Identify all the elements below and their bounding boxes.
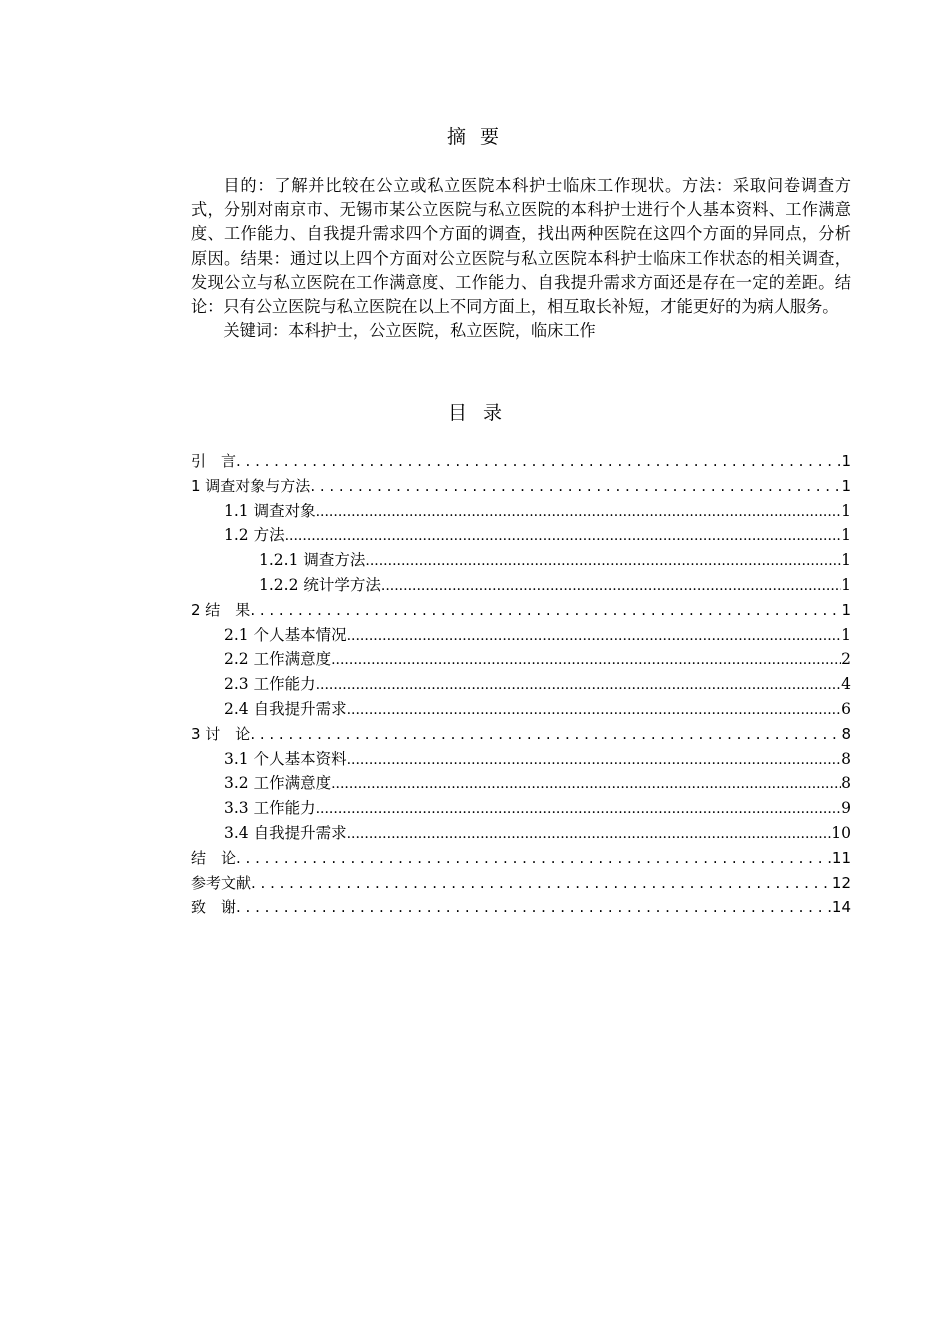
- toc-entry-page: 8: [841, 749, 851, 768]
- abstract-keywords: 关键词：本科护士，公立医院，私立医院，临床工作: [223, 321, 596, 341]
- toc-entry[interactable]: [191, 647, 851, 672]
- toc-entry[interactable]: [191, 871, 851, 896]
- abstract-section: [191, 174, 851, 343]
- toc-entry[interactable]: [191, 895, 851, 920]
- toc-entry-page: 6: [841, 699, 851, 718]
- toc-entry-page: 8: [841, 724, 851, 743]
- abstract-body: 目的：了解并比较在公立或私立医院本科护士临床工作现状。方法：采取问卷调查方式，分别对南京市、无锡市某公立医院与私立医院的本科护士进行个人基本资料、工作满意度、工作能力、自我提升需求四个方面的调查，找出两种医院在这四个方面的异同点，分析原因。结果：通过以上四个方面对公立医院与私立医院本科护士临床工作状态的相关调查，发现公立与私立医院在工作满意度、工作能力、自我提升需求方面还是存在一定的差距。结论：只有公立医院与私立医院在以上不同方面上，相互取长补短，才能更好的为病人服务。: [191, 176, 851, 317]
- toc-entry-text: 1 调查对象与方法: [191, 476, 311, 495]
- toc-leader: [381, 574, 841, 599]
- toc-entry-page: 4: [841, 675, 851, 694]
- toc-entry-text: 2 结 果: [191, 600, 251, 619]
- toc-entry-text: 3.3 工作能力: [224, 799, 316, 818]
- toc-leader: [310, 474, 841, 499]
- toc-entry-page: 1: [841, 551, 851, 570]
- toc-entry-page: 14: [831, 898, 851, 917]
- toc-entry[interactable]: [191, 846, 851, 871]
- toc-entry-page: 12: [831, 873, 851, 892]
- toc-entry-page: 10: [831, 823, 851, 842]
- toc-leader: [365, 549, 841, 574]
- toc-entry-page: 8: [841, 774, 851, 793]
- toc-entry-text: 引 言: [191, 452, 237, 470]
- toc-entry-text: 1.1 调查对象: [224, 501, 316, 520]
- toc-entry-page: 1: [841, 575, 851, 594]
- toc-entry[interactable]: [191, 672, 851, 697]
- toc-entry-text: 3.2 工作满意度: [224, 774, 332, 793]
- toc-entry-page: 11: [831, 848, 851, 867]
- toc-entry[interactable]: [191, 523, 851, 548]
- toc-entry-text: 2.1 个人基本情况: [224, 625, 347, 644]
- toc-entry[interactable]: [191, 747, 851, 772]
- toc-entry[interactable]: [191, 548, 851, 573]
- toc-entry[interactable]: [191, 697, 851, 722]
- toc-leader: [347, 822, 832, 847]
- abstract-title: 摘 要: [446, 126, 504, 148]
- toc-entry-text: 1.2 方法: [224, 526, 285, 545]
- toc-title: 目 录: [447, 402, 503, 424]
- toc-leader: [236, 895, 832, 920]
- toc-leader: [347, 698, 842, 723]
- toc-entry[interactable]: [191, 449, 851, 474]
- toc-entry[interactable]: [191, 722, 851, 747]
- toc-entry-text: 2.3 工作能力: [224, 675, 316, 694]
- toc-leader: [347, 748, 842, 773]
- toc-entry-text: 3.4 自我提升需求: [224, 823, 347, 842]
- toc-leader: [316, 500, 842, 525]
- toc-entry-text: 3.1 个人基本资料: [224, 749, 347, 768]
- toc-entry[interactable]: [191, 623, 851, 648]
- toc-leader: [251, 871, 832, 896]
- toc-entry-page: 2: [841, 650, 851, 669]
- toc-entry-text: 2.4 自我提升需求: [224, 699, 347, 718]
- toc-entry-page: 1: [841, 600, 851, 619]
- toc-leader: [236, 449, 841, 474]
- toc-entry[interactable]: [191, 821, 851, 846]
- toc-entry-page: 9: [841, 799, 851, 818]
- toc-entry-text: 参考文献: [191, 873, 252, 892]
- toc-leader: [331, 772, 841, 797]
- table-of-contents: [191, 449, 851, 920]
- toc-entry-text: 1.2.1 调查方法: [259, 551, 366, 570]
- toc-leader: [347, 624, 842, 649]
- toc-entry-page: 1: [841, 526, 851, 545]
- toc-entry-text: 1.2.2 统计学方法: [259, 575, 381, 594]
- toc-entry-text: 2.2 工作满意度: [224, 650, 332, 669]
- toc-leader: [316, 673, 842, 698]
- toc-entry[interactable]: [191, 499, 851, 524]
- toc-entry[interactable]: [191, 598, 851, 623]
- toc-entry[interactable]: [191, 796, 851, 821]
- toc-entry[interactable]: [191, 771, 851, 796]
- toc-entry-text: 致 谢: [191, 898, 237, 917]
- toc-leader: [250, 598, 841, 623]
- toc-entry[interactable]: [191, 573, 851, 598]
- toc-leader: [285, 524, 842, 549]
- toc-leader: [250, 722, 841, 747]
- toc-entry-page: 1: [841, 625, 851, 644]
- toc-entry-text: 结 论: [191, 848, 237, 867]
- toc-entry-text: 3 讨 论: [191, 724, 251, 743]
- toc-entry-page: 1: [841, 452, 851, 470]
- toc-entry[interactable]: [191, 474, 851, 499]
- toc-entry-page: 1: [841, 476, 851, 495]
- toc-entry-page: 1: [841, 501, 851, 520]
- toc-leader: [236, 846, 832, 871]
- toc-leader: [331, 648, 841, 673]
- toc-leader: [316, 797, 842, 822]
